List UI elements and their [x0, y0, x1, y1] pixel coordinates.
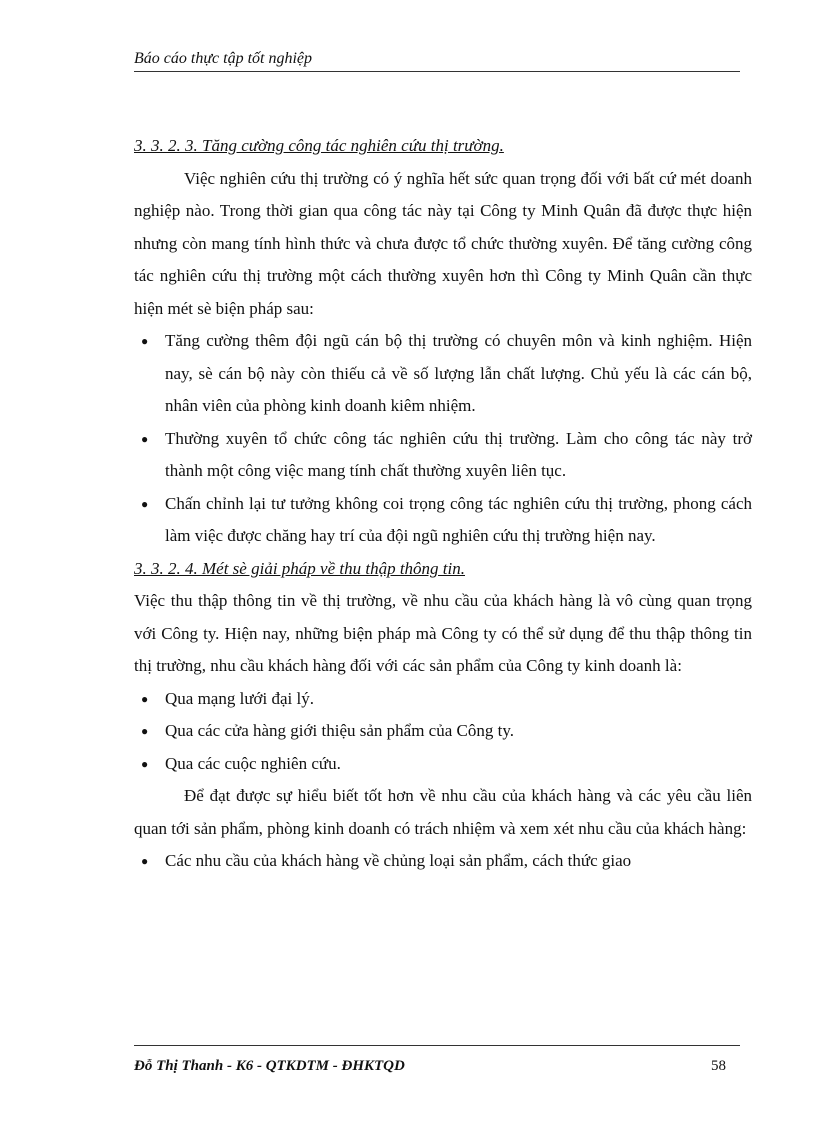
list-item: ● Các nhu cầu của khách hàng về chủng loại sản phẩm, cách thức giao — [134, 845, 752, 878]
section-heading-3-3-2-3: 3. 3. 2. 3. Tăng cường công tác nghiên cứu thị trường. — [134, 136, 504, 155]
header-title: Báo cáo thực tập tốt nghiệp — [134, 50, 313, 67]
section2-bullet-list-2 — [134, 845, 752, 878]
page-header — [134, 50, 740, 72]
section1-paragraph: Việc nghiên cứu thị trường có ý nghĩa hết sức quan trọng đối với bất cứ mét doanh nghiệp nào. Trong thời gian qua công tác này tại Công ty Minh Quân đã được thực hiện nhưng còn mang tính hình thức và chưa được tổ chức thường xuyên. Để tăng cường công tác nghiên cứu thị trường một cách thường xuyên hơn thì Công ty Minh Quân cần thực hiện mét sè biện pháp sau: — [134, 168, 752, 318]
list-item: ● Qua các cửa hàng giới thiệu sản phẩm của Công ty. — [134, 715, 752, 748]
section2-paragraph-2: Để đạt được sự hiểu biết tốt hơn về nhu cầu của khách hàng và các yêu cầu liên quan tới sản phẩm, phòng kinh doanh có trách nhiệm và xem xét nhu cầu của khách hàng: — [134, 786, 752, 838]
list-item: ● Qua mạng lưới đại lý. — [134, 683, 752, 716]
list-item: ● Thường xuyên tổ chức công tác nghiên cứu thị trường. Làm cho công tác này trở thành một công việc mang tính chất thường xuyên liên tục. — [134, 423, 752, 488]
list-item: ● Qua các cuộc nghiên cứu. — [134, 748, 752, 781]
footer-author: Đỗ Thị Thanh - K6 - QTKDTM - ĐHKTQD — [134, 1058, 405, 1074]
list-item: ● Tăng cường thêm đội ngũ cán bộ thị trường có chuyên môn và kinh nghiệm. Hiện nay, sè cán bộ này còn thiếu cả về số lượng lẫn chất lượng. Chủ yếu là các cán bộ, nhân viên của phòng kinh doanh kiêm nhiệm. — [134, 325, 752, 423]
section-heading-3-3-2-4: 3. 3. 2. 4. Mét sè giải pháp về thu thập thông tin. — [134, 558, 465, 578]
section2-bullet-list — [134, 683, 752, 781]
page-number: 58 — [711, 1058, 726, 1074]
page-footer — [134, 1045, 740, 1075]
section1-bullet-list — [134, 325, 752, 553]
section2-paragraph: Việc thu thập thông tin về thị trường, về nhu cầu của khách hàng là vô cùng quan trọng với Công ty. Hiện nay, những biện pháp mà Công ty có thể sử dụng để thu thập thông tin thị trường, nhu cầu khách hàng đối với các sản phẩm của Công ty kinh doanh là: — [134, 591, 752, 675]
page-body — [134, 130, 752, 878]
list-item: ● Chấn chỉnh lại tư tưởng không coi trọng công tác nghiên cứu thị trường, phong cách làm việc được chăng hay trí của đội ngũ nghiên cứu thị trường hiện nay. — [134, 488, 752, 553]
